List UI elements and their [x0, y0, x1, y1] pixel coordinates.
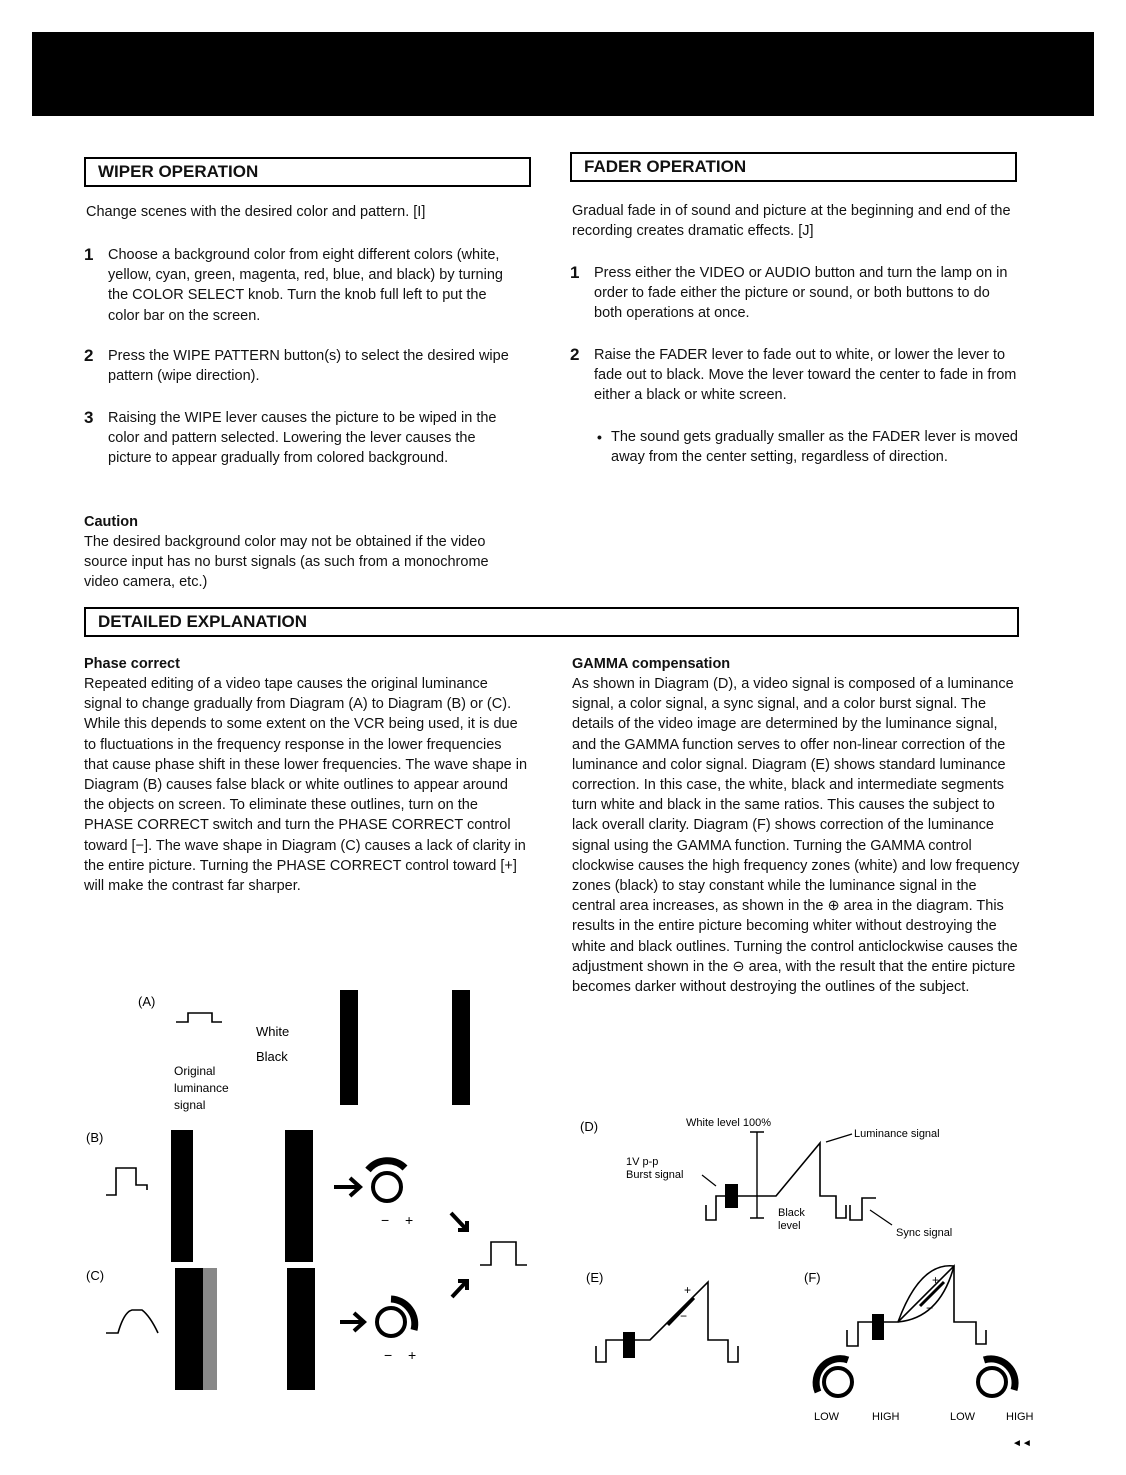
- knob-arc-icon: [368, 1161, 405, 1170]
- luminance-arrow: [826, 1134, 852, 1142]
- low-label: LOW: [814, 1411, 840, 1423]
- phase-title: Phase correct: [84, 656, 180, 672]
- step-text: Raise the FADER lever to fade out to white, or lower the lever to fade out to black. Move the lever toward the center to fade in from either a black or white screen.: [594, 347, 1017, 404]
- white-label: White: [256, 1024, 290, 1039]
- gamma-knob-right-icon: [978, 1368, 1006, 1396]
- e-wave: [596, 1282, 738, 1362]
- white-level-label: White level 100%: [686, 1117, 771, 1129]
- gamma-title: GAMMA compensation: [572, 656, 731, 672]
- b-wave: [106, 1168, 147, 1195]
- arrow-right-icon: [334, 1178, 360, 1196]
- step-text: Press the WIPE PATTERN button(s) to select the desired wipe pattern (wipe direction).: [108, 348, 509, 385]
- signal-label: signal: [174, 1098, 206, 1112]
- arrow-down-right-icon: [451, 1213, 467, 1230]
- f-wave: [847, 1266, 986, 1346]
- bar-black-b2: [285, 1130, 313, 1262]
- e-burst-block: [623, 1332, 635, 1358]
- minus-label: −: [384, 1347, 393, 1363]
- step-number: 2: [570, 345, 580, 364]
- sync-signal-label: Sync signal: [896, 1227, 953, 1239]
- luminance-signal-label: Luminance signal: [854, 1128, 940, 1140]
- wiper-intro: Change scenes with the desired color and pattern. [I]: [86, 204, 426, 220]
- luminance-label: luminance: [174, 1081, 229, 1095]
- original-wave: [176, 1013, 222, 1022]
- caution-text: The desired background color may not be obtained if the video source input has no burst signals (as such from a monochrome video camera, etc.): [84, 534, 489, 591]
- page-mark: ◄◄: [1012, 1438, 1032, 1449]
- step-text: Choose a background color from eight different colors (white, yellow, cyan, green, magenta, red, blue, and black) by turning the COLOR SELECT knob. Turn the knob full left to put the color bar on the screen.: [108, 247, 503, 324]
- f-burst-block: [872, 1314, 884, 1340]
- arrow-up-right-icon: [452, 1281, 467, 1297]
- video-signal-wave: [706, 1143, 846, 1220]
- step-text: Raising the WIPE lever causes the picture to be wiped in the color and pattern selected. Lowering the lever causes the picture to appear gradually from colored background.: [108, 410, 497, 467]
- fader-intro: Gradual fade in of sound and picture at the beginning and end of the recording creates dramatic effects. [J]: [572, 203, 1011, 240]
- knob-arc-icon: [816, 1359, 848, 1392]
- gamma-text: As shown in Diagram (D), a video signal is composed of a luminance signal, a color signal, a sync signal, and a color burst signal. The details of the video image are determined by the luminance signal, and the GAMMA function serves to offer non-linear correction of the luminance and color signal. Diagram (E) shows standard luminance correction. In this case, the white, black and intermediate segments turn white and black in the same ratios. This causes the subject to lack overall clarity. Diagram (F) shows correction of the luminance signal using the GAMMA function. Turning the GAMMA control clockwise causes the high frequency zones (white) and low frequency zones (black) to stay constant while the luminance signal in the central area increases, as shown in the ⊕ area in the diagram. This results in the entire picture becoming whiter without destroying the white and black outlines. Turning the control anticlockwise causes the adjustment shown in the ⊖ area, with the result that the entire picture becomes darker without destroying the outlines of the subject.: [572, 676, 1020, 996]
- diagram-b-label: (B): [86, 1130, 104, 1145]
- black-label: Black: [256, 1049, 288, 1064]
- c-wave: [106, 1310, 158, 1333]
- wiper-heading: WIPER OPERATION: [98, 162, 259, 181]
- fader-heading: FADER OPERATION: [584, 157, 747, 176]
- bar-black-b1: [171, 1130, 193, 1262]
- bar-black-a1: [340, 990, 358, 1105]
- step-number: 1: [570, 263, 580, 282]
- gamma-knob-left-icon: [824, 1368, 852, 1396]
- vpp-label: 1V p-p: [626, 1156, 659, 1168]
- plus-label: +: [408, 1347, 417, 1363]
- bar-black-a2: [452, 990, 470, 1105]
- bar-black-c2: [287, 1268, 315, 1390]
- diagram-e-label: (E): [586, 1270, 604, 1285]
- bullet-dot: •: [597, 429, 602, 445]
- black-level-label-1: Black: [778, 1207, 805, 1219]
- arrow-right-icon: [340, 1313, 364, 1331]
- plus-label: +: [684, 1283, 692, 1297]
- caution-title: Caution: [84, 514, 138, 530]
- step-text: Press either the VIDEO or AUDIO button and turn the lamp on in order to fade either the picture or sound, or both buttons to do both operations at once.: [594, 265, 1008, 322]
- knob-icon: [377, 1308, 405, 1336]
- sync-wave: [850, 1198, 876, 1220]
- detailed-heading: DETAILED EXPLANATION: [98, 612, 308, 631]
- step-number: 2: [84, 346, 94, 365]
- high-label: HIGH: [872, 1411, 900, 1423]
- minus-label: −: [926, 1301, 934, 1315]
- bar-grey-c1: [203, 1268, 217, 1390]
- minus-label: −: [381, 1212, 390, 1228]
- original-label: Original: [174, 1064, 216, 1078]
- output-wave: [480, 1242, 527, 1265]
- plus-label: +: [405, 1212, 414, 1228]
- minus-label: −: [680, 1309, 688, 1323]
- step-number: 3: [84, 408, 94, 427]
- knob-icon: [373, 1173, 401, 1201]
- high-label: HIGH: [1006, 1411, 1034, 1423]
- knob-arc-icon: [984, 1359, 1015, 1390]
- phase-text: Repeated editing of a video tape causes the original luminance signal to change gradually from Diagram (A) to Diagram (B) or (C). While this depends to some extent on the VCR being used, it is due to fluctuations in the frequency response in the lower frequencies that cause phase shift in these lower frequencies. The wave shape in Diagram (B) causes false black or white outlines to appear around the objects on screen. To eliminate these outlines, turn on the PHASE CORRECT switch and turn the PHASE CORRECT control toward [−]. The wave shape in Diagram (C) causes a lack of clarity in the entire picture. Turning the PHASE CORRECT control toward [+] will make the contrast far sharper.: [84, 676, 528, 895]
- plus-label: +: [932, 1273, 940, 1287]
- black-level-label-2: level: [778, 1220, 801, 1232]
- burst-label: Burst signal: [626, 1169, 684, 1181]
- diagram-d-label: (D): [580, 1119, 599, 1134]
- burst-arrow: [702, 1175, 716, 1186]
- diagram-a-label: (A): [138, 994, 156, 1009]
- sync-arrow: [870, 1210, 892, 1225]
- diagram-f-label: (F): [804, 1270, 821, 1285]
- bullet-text: The sound gets gradually smaller as the FADER lever is moved away from the center setting, regardless of direction.: [611, 429, 1018, 466]
- level-bracket: [750, 1132, 764, 1218]
- bar-black-c1: [175, 1268, 203, 1390]
- low-label: LOW: [950, 1411, 976, 1423]
- step-number: 1: [84, 245, 94, 264]
- diagram-c-label: (C): [86, 1268, 105, 1283]
- burst-block: [725, 1184, 738, 1208]
